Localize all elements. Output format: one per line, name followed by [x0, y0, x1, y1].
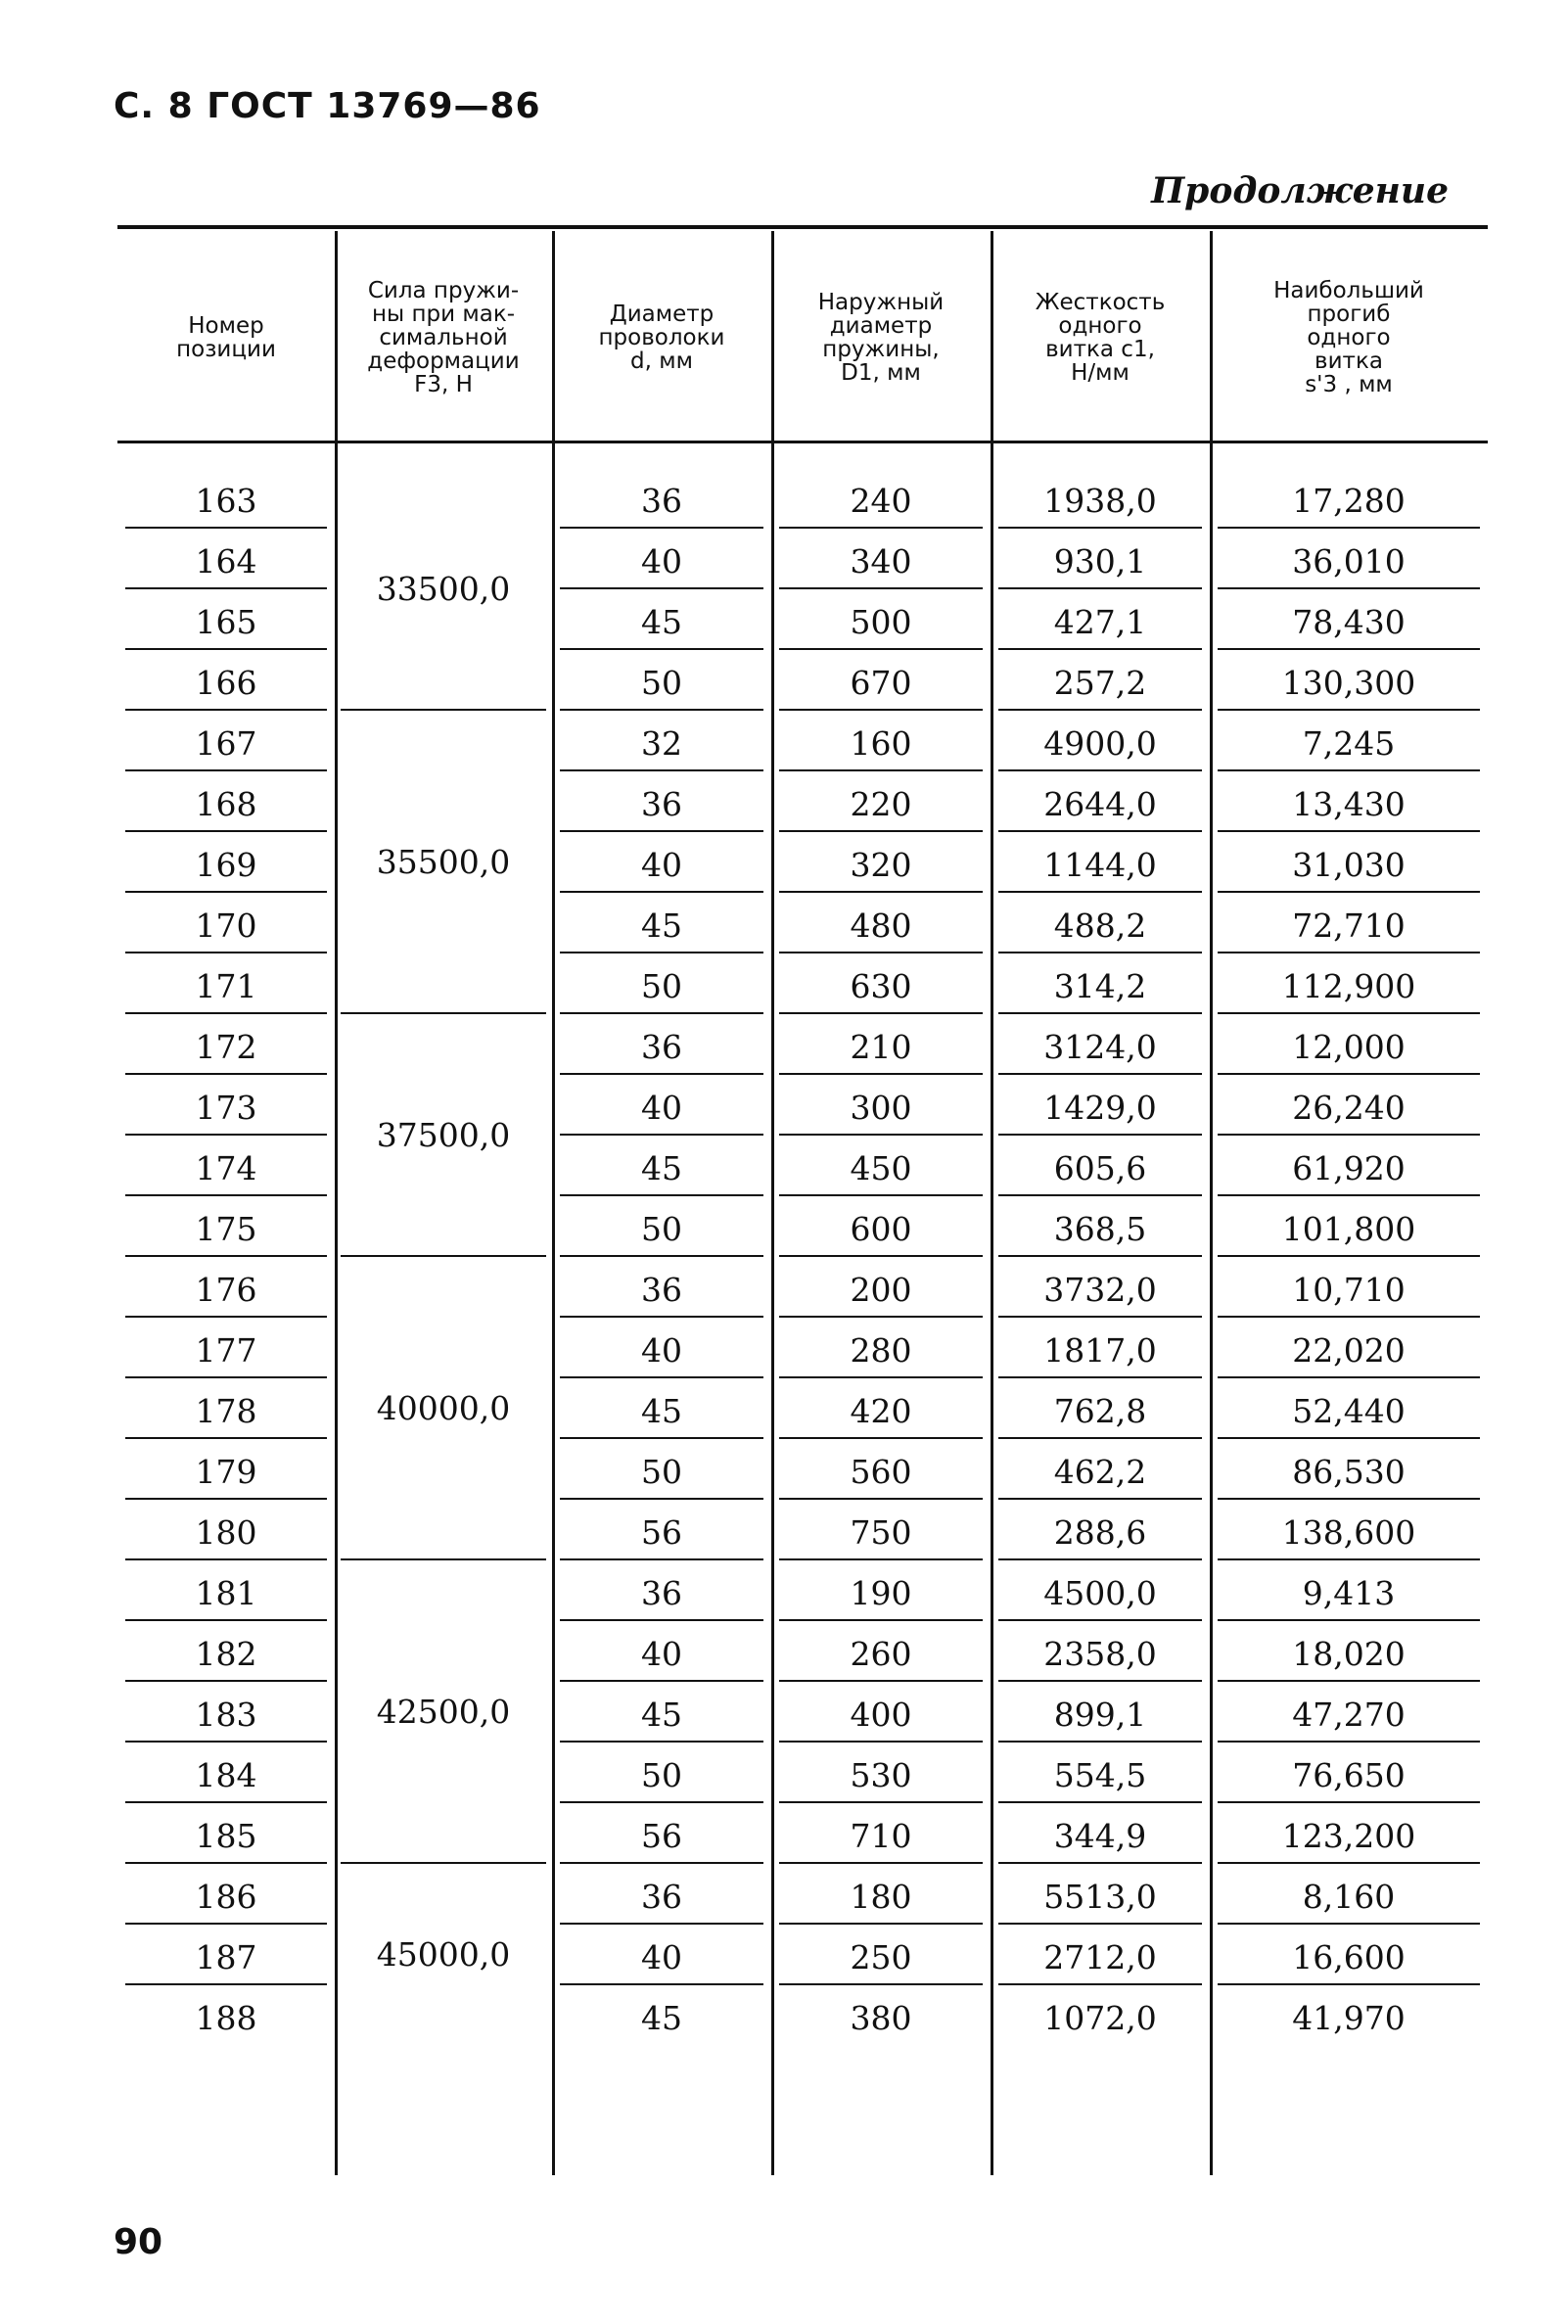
table-cell: 40 [641, 1634, 682, 1673]
force-group-separator [341, 1862, 546, 1864]
header-bottom-rule [117, 441, 1488, 443]
row-separator [1218, 1680, 1480, 1682]
row-separator [1218, 1498, 1480, 1500]
table-cell: 45 [641, 1148, 682, 1187]
table-cell: 5513,0 [1043, 1877, 1157, 1916]
row-separator [560, 527, 763, 529]
table-cell: 300 [850, 1088, 912, 1127]
table-cell: 420 [850, 1391, 912, 1430]
row-separator [998, 891, 1202, 893]
row-separator [779, 1923, 983, 1925]
table-cell: 450 [850, 1148, 912, 1187]
row-separator [125, 891, 327, 893]
table-cell: 56 [641, 1816, 682, 1855]
row-separator [1218, 709, 1480, 711]
row-separator [560, 1983, 763, 1985]
row-separator [998, 1801, 1202, 1803]
table-cell: 26,240 [1292, 1088, 1406, 1127]
table-cell: 630 [850, 966, 912, 1005]
row-separator [1218, 1741, 1480, 1743]
page-reference: С. 8 ГОСТ 13769—86 [114, 86, 541, 126]
table-cell: 47,270 [1292, 1695, 1406, 1734]
table-cell: 52,440 [1292, 1391, 1406, 1430]
row-separator [125, 1073, 327, 1075]
table-cell: 260 [850, 1634, 912, 1673]
table-cell: 36 [641, 481, 682, 520]
row-separator [560, 1194, 763, 1196]
position-number: 170 [195, 906, 257, 945]
row-separator [560, 1741, 763, 1743]
table-cell: 61,920 [1292, 1148, 1406, 1187]
table-cell: 56 [641, 1512, 682, 1552]
table-cell: 22,020 [1292, 1330, 1406, 1370]
table-cell: 2358,0 [1043, 1634, 1157, 1673]
table-cell: 320 [850, 845, 912, 884]
table-cell: 670 [850, 663, 912, 702]
table-cell: 488,2 [1053, 906, 1147, 945]
row-separator [779, 891, 983, 893]
row-separator [125, 1801, 327, 1803]
position-number: 175 [195, 1209, 257, 1248]
table-cell: 36 [641, 1573, 682, 1612]
table-cell: 344,9 [1053, 1816, 1147, 1855]
row-separator [998, 1194, 1202, 1196]
table-cell: 18,020 [1292, 1634, 1406, 1673]
row-separator [560, 952, 763, 953]
table-cell: 4500,0 [1043, 1573, 1157, 1612]
row-separator [1218, 1134, 1480, 1136]
table-cell: 12,000 [1292, 1027, 1406, 1066]
table-cell: 3124,0 [1043, 1027, 1157, 1066]
row-separator [125, 830, 327, 832]
row-separator [998, 709, 1202, 711]
row-separator [125, 1862, 327, 1864]
table-cell: 101,800 [1281, 1209, 1416, 1248]
row-separator [779, 1316, 983, 1318]
row-separator [779, 709, 983, 711]
row-separator [560, 587, 763, 589]
position-number: 180 [195, 1512, 257, 1552]
table-cell: 16,600 [1292, 1937, 1406, 1976]
row-separator [560, 1862, 763, 1864]
row-separator [125, 1255, 327, 1257]
row-separator [1218, 1558, 1480, 1560]
row-separator [1218, 1801, 1480, 1803]
table-cell: 40 [641, 1937, 682, 1976]
row-separator [998, 1558, 1202, 1560]
row-separator [560, 1073, 763, 1075]
row-separator [560, 1619, 763, 1621]
row-separator [1218, 1255, 1480, 1257]
row-separator [779, 1194, 983, 1196]
table-cell: 45 [641, 1695, 682, 1734]
force-value: 42500,0 [376, 1693, 511, 1731]
table-cell: 36 [641, 1027, 682, 1066]
row-separator [779, 952, 983, 953]
row-separator [779, 769, 983, 771]
column-header: Номер позиции [176, 313, 276, 362]
position-number: 186 [195, 1877, 257, 1916]
force-value: 33500,0 [376, 570, 511, 608]
force-value: 45000,0 [376, 1935, 511, 1974]
row-separator [560, 1255, 763, 1257]
table-cell: 340 [850, 541, 912, 581]
table-cell: 288,6 [1053, 1512, 1147, 1552]
force-group-separator [341, 1012, 546, 1014]
row-separator [125, 1619, 327, 1621]
row-separator [1218, 527, 1480, 529]
table-cell: 7,245 [1302, 723, 1396, 763]
table-cell: 45 [641, 1998, 682, 2037]
column-header: Диаметр проволоки d, мм [598, 302, 725, 374]
position-number: 174 [195, 1148, 257, 1187]
table-cell: 40 [641, 845, 682, 884]
row-separator [998, 1073, 1202, 1075]
table-cell: 710 [850, 1816, 912, 1855]
row-separator [998, 952, 1202, 953]
table-cell: 36 [641, 1270, 682, 1309]
row-separator [1218, 952, 1480, 953]
row-separator [1218, 1194, 1480, 1196]
force-group-separator [341, 709, 546, 711]
table-cell: 190 [850, 1573, 912, 1612]
row-separator [998, 527, 1202, 529]
row-separator [1218, 587, 1480, 589]
table-cell: 2644,0 [1043, 784, 1157, 823]
table-cell: 160 [850, 723, 912, 763]
row-separator [1218, 1923, 1480, 1925]
row-separator [125, 1316, 327, 1318]
row-separator [998, 1923, 1202, 1925]
table-cell: 72,710 [1292, 906, 1406, 945]
position-number: 187 [195, 1937, 257, 1976]
row-separator [998, 1134, 1202, 1136]
table-cell: 250 [850, 1937, 912, 1976]
table-cell: 600 [850, 1209, 912, 1248]
table-cell: 3732,0 [1043, 1270, 1157, 1309]
column-header: Жесткость одного витка c1, Н/мм [1035, 290, 1166, 386]
table-cell: 400 [850, 1695, 912, 1734]
spring-parameters-table [117, 225, 1488, 2178]
table-cell: 257,2 [1053, 663, 1147, 702]
row-separator [560, 1498, 763, 1500]
row-separator [779, 1255, 983, 1257]
table-cell: 480 [850, 906, 912, 945]
table-cell: 10,710 [1292, 1270, 1406, 1309]
row-separator [998, 769, 1202, 771]
position-number: 182 [195, 1634, 257, 1673]
row-separator [779, 1741, 983, 1743]
table-cell: 40 [641, 1330, 682, 1370]
table-cell: 50 [641, 966, 682, 1005]
row-separator [125, 1558, 327, 1560]
row-separator [125, 1923, 327, 1925]
table-cell: 50 [641, 1755, 682, 1794]
row-separator [125, 1741, 327, 1743]
position-number: 176 [195, 1270, 257, 1309]
row-separator [779, 1680, 983, 1682]
row-separator [560, 1134, 763, 1136]
row-separator [779, 587, 983, 589]
table-cell: 314,2 [1053, 966, 1147, 1005]
table-cell: 36 [641, 784, 682, 823]
position-number: 179 [195, 1452, 257, 1491]
table-cell: 427,1 [1053, 602, 1147, 641]
row-separator [779, 1983, 983, 1985]
column-divider [335, 231, 338, 2175]
row-separator [560, 1376, 763, 1378]
continuation-label: Продолжение [1151, 170, 1449, 211]
row-separator [125, 527, 327, 529]
row-separator [998, 1255, 1202, 1257]
position-number: 188 [195, 1998, 257, 2037]
table-cell: 50 [641, 663, 682, 702]
position-number: 164 [195, 541, 257, 581]
table-cell: 1817,0 [1043, 1330, 1157, 1370]
row-separator [1218, 1619, 1480, 1621]
row-separator [998, 1619, 1202, 1621]
table-cell: 45 [641, 602, 682, 641]
position-number: 172 [195, 1027, 257, 1066]
row-separator [125, 709, 327, 711]
row-separator [1218, 1316, 1480, 1318]
table-cell: 605,6 [1053, 1148, 1147, 1187]
table-cell: 1938,0 [1043, 481, 1157, 520]
table-cell: 180 [850, 1877, 912, 1916]
table-cell: 380 [850, 1998, 912, 2037]
table-cell: 76,650 [1292, 1755, 1406, 1794]
row-separator [779, 1134, 983, 1136]
row-separator [560, 1316, 763, 1318]
row-separator [125, 648, 327, 650]
table-cell: 130,300 [1281, 663, 1416, 702]
row-separator [998, 1012, 1202, 1014]
position-number: 169 [195, 845, 257, 884]
table-cell: 1429,0 [1043, 1088, 1157, 1127]
table-cell: 750 [850, 1512, 912, 1552]
table-cell: 368,5 [1053, 1209, 1147, 1248]
row-separator [560, 648, 763, 650]
table-cell: 138,600 [1281, 1512, 1416, 1552]
row-separator [998, 1741, 1202, 1743]
table-cell: 1144,0 [1043, 845, 1157, 884]
row-separator [125, 1376, 327, 1378]
table-cell: 41,970 [1292, 1998, 1406, 2037]
row-separator [998, 1862, 1202, 1864]
row-separator [1218, 1983, 1480, 1985]
force-value: 35500,0 [376, 843, 511, 881]
table-cell: 9,413 [1302, 1573, 1396, 1612]
row-separator [1218, 1073, 1480, 1075]
row-separator [1218, 1376, 1480, 1378]
table-cell: 762,8 [1053, 1391, 1147, 1430]
row-separator [560, 1012, 763, 1014]
table-cell: 200 [850, 1270, 912, 1309]
table-cell: 31,030 [1292, 845, 1406, 884]
row-separator [779, 830, 983, 832]
row-separator [1218, 769, 1480, 771]
position-number: 181 [195, 1573, 257, 1612]
position-number: 163 [195, 481, 257, 520]
position-number: 178 [195, 1391, 257, 1430]
row-separator [560, 1558, 763, 1560]
row-separator [125, 1134, 327, 1136]
row-separator [560, 769, 763, 771]
table-cell: 123,200 [1281, 1816, 1416, 1855]
force-value: 40000,0 [376, 1389, 511, 1427]
row-separator [998, 1983, 1202, 1985]
table-cell: 50 [641, 1452, 682, 1491]
table-cell: 530 [850, 1755, 912, 1794]
row-separator [1218, 1012, 1480, 1014]
row-separator [779, 1619, 983, 1621]
row-separator [125, 1983, 327, 1985]
table-cell: 36,010 [1292, 541, 1406, 581]
position-number: 173 [195, 1088, 257, 1127]
row-separator [1218, 648, 1480, 650]
table-cell: 45 [641, 1391, 682, 1430]
row-separator [779, 1558, 983, 1560]
force-value: 37500,0 [376, 1116, 511, 1154]
column-header: Наружный диаметр пружины, D1, мм [817, 290, 945, 386]
row-separator [779, 1862, 983, 1864]
table-cell: 50 [641, 1209, 682, 1248]
table-cell: 86,530 [1292, 1452, 1406, 1491]
page-number: 90 [114, 2222, 163, 2262]
row-separator [779, 1073, 983, 1075]
row-separator [998, 1316, 1202, 1318]
table-cell: 17,280 [1292, 481, 1406, 520]
row-separator [779, 648, 983, 650]
column-header: Сила пружи- ны при мак- симальной деформации F3, Н [367, 278, 520, 397]
position-number: 168 [195, 784, 257, 823]
row-separator [125, 952, 327, 953]
row-separator [560, 891, 763, 893]
table-cell: 554,5 [1053, 1755, 1147, 1794]
table-cell: 2712,0 [1043, 1937, 1157, 1976]
table-cell: 210 [850, 1027, 912, 1066]
row-separator [125, 769, 327, 771]
table-cell: 899,1 [1053, 1695, 1147, 1734]
force-group-separator [341, 1255, 546, 1257]
row-separator [998, 648, 1202, 650]
row-separator [1218, 1862, 1480, 1864]
position-number: 184 [195, 1755, 257, 1794]
position-number: 171 [195, 966, 257, 1005]
table-cell: 240 [850, 481, 912, 520]
table-cell: 4900,0 [1043, 723, 1157, 763]
row-separator [779, 1437, 983, 1439]
table-cell: 40 [641, 541, 682, 581]
table-cell: 45 [641, 906, 682, 945]
row-separator [125, 1437, 327, 1439]
row-separator [560, 1801, 763, 1803]
row-separator [998, 830, 1202, 832]
table-cell: 462,2 [1053, 1452, 1147, 1491]
position-number: 185 [195, 1816, 257, 1855]
table-cell: 78,430 [1292, 602, 1406, 641]
row-separator [998, 587, 1202, 589]
table-cell: 930,1 [1053, 541, 1147, 581]
row-separator [125, 1012, 327, 1014]
table-cell: 32 [641, 723, 682, 763]
row-separator [779, 1376, 983, 1378]
table-cell: 36 [641, 1877, 682, 1916]
row-separator [125, 1498, 327, 1500]
row-separator [779, 527, 983, 529]
table-cell: 40 [641, 1088, 682, 1127]
table-cell: 220 [850, 784, 912, 823]
row-separator [560, 1680, 763, 1682]
table-top-rule [117, 225, 1488, 229]
table-cell: 1072,0 [1043, 1998, 1157, 2037]
row-separator [560, 830, 763, 832]
row-separator [560, 1923, 763, 1925]
row-separator [125, 1194, 327, 1196]
row-separator [779, 1801, 983, 1803]
table-cell: 280 [850, 1330, 912, 1370]
position-number: 183 [195, 1695, 257, 1734]
row-separator [125, 1680, 327, 1682]
table-cell: 8,160 [1302, 1877, 1396, 1916]
force-group-separator [341, 1558, 546, 1560]
column-header: Наибольший прогиб одного витка s'3 , мм [1273, 278, 1424, 397]
row-separator [779, 1012, 983, 1014]
position-number: 165 [195, 602, 257, 641]
table-cell: 13,430 [1292, 784, 1406, 823]
table-cell: 500 [850, 602, 912, 641]
row-separator [560, 1437, 763, 1439]
row-separator [998, 1680, 1202, 1682]
row-separator [1218, 891, 1480, 893]
row-separator [125, 587, 327, 589]
row-separator [1218, 830, 1480, 832]
position-number: 167 [195, 723, 257, 763]
table-cell: 560 [850, 1452, 912, 1491]
table-cell: 112,900 [1281, 966, 1416, 1005]
row-separator [998, 1437, 1202, 1439]
position-number: 166 [195, 663, 257, 702]
row-separator [1218, 1437, 1480, 1439]
row-separator [779, 1498, 983, 1500]
row-separator [560, 709, 763, 711]
row-separator [998, 1498, 1202, 1500]
position-number: 177 [195, 1330, 257, 1370]
row-separator [998, 1376, 1202, 1378]
